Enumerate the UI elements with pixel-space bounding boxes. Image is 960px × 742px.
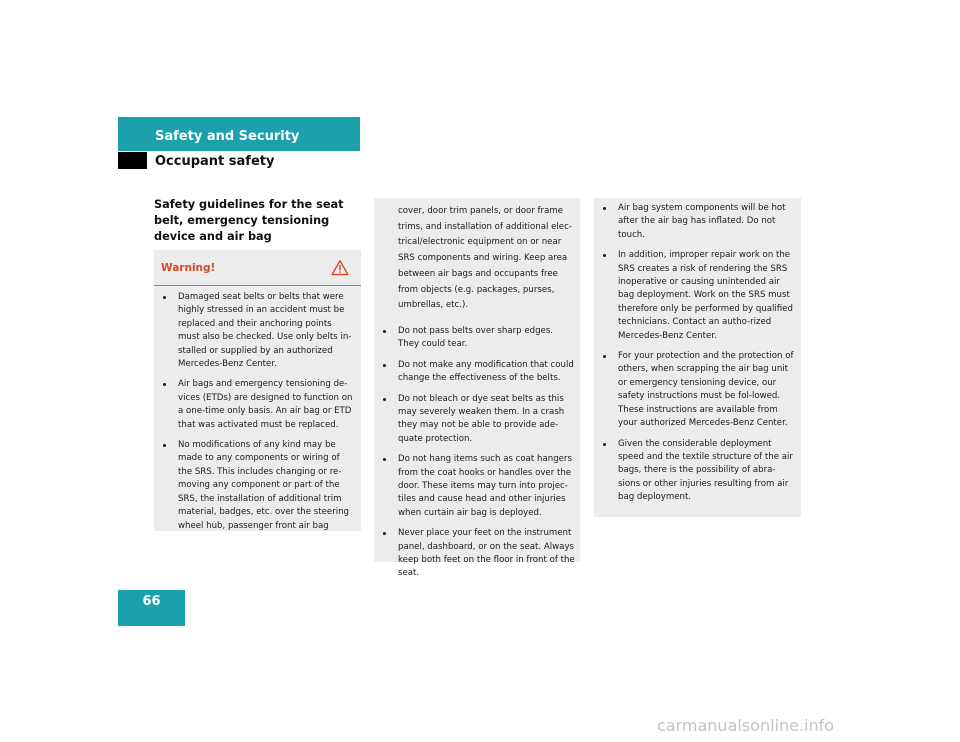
list-item: Damaged seat belts or belts that were highly stressed in an accident must be replaced and their anchoring points must also be checked. Use only belts in-stalled or supplied by an authorized Mercedes-Benz Center. [154,291,361,371]
warning-triangle-icon [331,259,349,276]
warning-list [154,286,361,533]
warning-header [154,250,361,286]
list-item: For your protection and the protection of others, when scrapping the air bag unit or emergency tensioning device, our safety instructions must be fol-lowed. These instructions are available from your authorized Mercedes-Benz Center. [594,350,801,430]
list-item: No modifications of any kind may be made to any components or wiring of the SRS. This includes changing or re-moving any component or part of the SRS, the installation of additional trim material, badges, etc. over the steering wheel hub, passenger front air bag [154,439,361,533]
warning-label: Warning! [161,262,216,274]
list-item: Never place your feet on the instrument panel, dashboard, or on the seat. Always keep both feet on the floor in front of the seat. [374,527,580,581]
warning-panel [154,250,361,531]
guidelines-panel-right [594,198,801,517]
list-item: Given the considerable deployment speed and the textile structure of the air bags, there is the possibility of abra-sions or other injuries resulting from air bag deployment. [594,438,801,505]
list-item: Do not make any modification that could change the effectiveness of the belts. [374,359,580,386]
page-number: 66 [118,590,185,626]
header-black-tab [118,152,147,169]
continued-text: cover, door trim panels, or door frame trims, and installation of additional elec-trical/electronic equipment on or near SRS components and wiring. Keep area between air bags and occupants free from objects (e.g. packages, purses, umbrellas, etc.). [398,206,572,311]
section-header-bar [118,117,360,151]
guidelines-panel-middle [374,198,580,579]
list-item: Do not bleach or dye seat belts as this may severely weaken them. In a crash they may not be able to provide ade-quate protection. [374,393,580,447]
subsection-title: Occupant safety [155,154,275,169]
list-item: Do not pass belts over sharp edges. They could tear. [374,325,580,352]
intro-heading: Safety guidelines for the seat belt, emergency tensioning device and air bag [154,198,344,243]
section-title: Safety and Security [155,129,300,144]
list-item: Do not hang items such as coat hangers from the coat hooks or handles over the door. These items may turn into projec-tiles and cause head and other injuries when curtain air bag is deployed. [374,453,580,520]
watermark: carmanualsonline.info [657,716,835,735]
list-item: Air bag system components will be hot after the air bag has inflated. Do not touch. [594,202,801,242]
guidelines-list-right [594,198,801,505]
list-item: Air bags and emergency tensioning de-vices (ETDs) are designed to function on a one-time only basis. An air bag or ETD that was activated must be replaced. [154,378,361,432]
list-item: In addition, improper repair work on the SRS creates a risk of rendering the SRS inoperative or causing unintended air bag deployment. Work on the SRS must therefore only be performed by qualified technicians. Contact an autho-rized Mercedes-Benz Center. [594,249,801,343]
guidelines-list-middle [374,321,580,581]
